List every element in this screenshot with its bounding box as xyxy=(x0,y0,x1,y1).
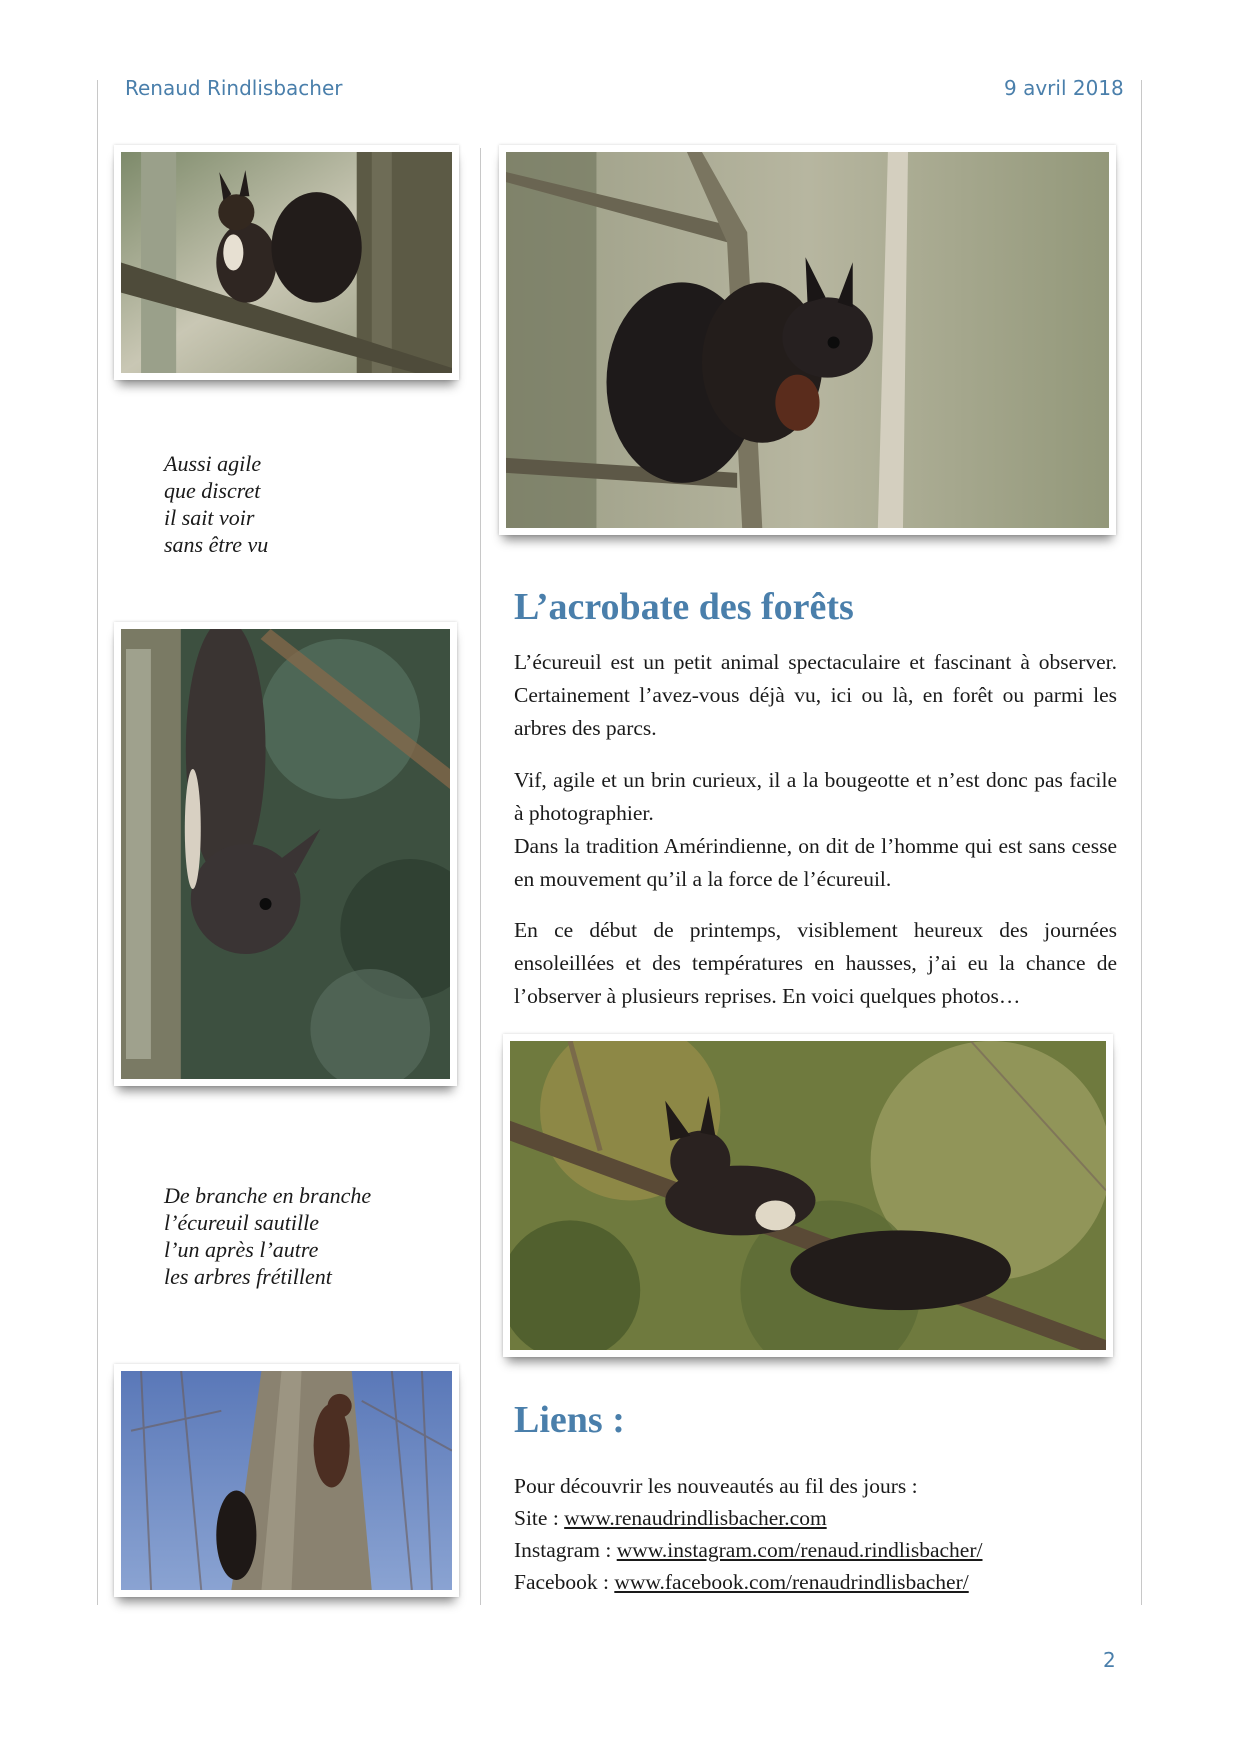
poem-first xyxy=(164,450,268,558)
site-link[interactable]: www.renaudrindlisbacher.com xyxy=(564,1506,827,1530)
poem-second xyxy=(164,1182,371,1290)
poem-line: il sait voir xyxy=(164,505,255,530)
article-title: L’acrobate des forêts xyxy=(514,586,854,628)
paragraph-text: En ce début de printemps, visiblement heureux des journées ensoleillées et des températures en hausses, j’ai eu la chance de l’observer à plusieurs reprises. En voici quelques photos… xyxy=(514,918,1117,1008)
poem-line: les arbres frétillent xyxy=(164,1264,332,1289)
photo-squirrel-eating xyxy=(499,145,1116,535)
right-margin-rule xyxy=(1141,80,1142,1605)
photo-two-squirrels xyxy=(114,1364,459,1597)
site-link-row xyxy=(514,1502,1134,1534)
instagram-link-row xyxy=(514,1534,1134,1566)
photo-squirrel-upside-down xyxy=(114,622,457,1086)
instagram-label: Instagram : xyxy=(514,1538,617,1562)
article-paragraph-3 xyxy=(514,914,1117,1013)
poem-line: Aussi agile xyxy=(164,451,262,476)
page-number: 2 xyxy=(1103,1648,1116,1672)
left-margin-rule xyxy=(97,80,98,1605)
links-title: Liens : xyxy=(514,1399,625,1441)
facebook-link[interactable]: www.facebook.com/renaudrindlisbacher/ xyxy=(614,1570,969,1594)
poem-line: que discret xyxy=(164,478,261,503)
paragraph-text: Dans la tradition Amérindienne, on dit de l’homme qui est sans cesse en mouvement qu’il a la force de l’écureuil. xyxy=(514,834,1117,891)
author-name: Renaud Rindlisbacher xyxy=(125,76,343,100)
poem-line: De branche en branche xyxy=(164,1183,372,1208)
facebook-link-row xyxy=(514,1566,1134,1598)
links-list xyxy=(514,1470,1134,1598)
article-paragraph-2 xyxy=(514,764,1117,896)
photo-squirrel-on-branch xyxy=(114,145,459,380)
links-intro: Pour découvrir les nouveautés au fil des jours : xyxy=(514,1474,918,1498)
instagram-link[interactable]: www.instagram.com/renaud.rindlisbacher/ xyxy=(616,1538,983,1562)
article-paragraph-1 xyxy=(514,646,1117,745)
poem-line: l’écureuil sautille xyxy=(164,1210,319,1235)
column-divider xyxy=(480,148,481,1605)
paragraph-text: L’écureuil est un petit animal spectaculaire et fascinant à observer. Certainement l’avez-vous déjà vu, ici ou là, en forêt ou parmi les arbres des parcs. xyxy=(514,650,1117,740)
photo-squirrel-diagonal-branch xyxy=(503,1034,1113,1357)
poem-line: sans être vu xyxy=(164,532,269,557)
page-date: 9 avril 2018 xyxy=(1004,76,1124,100)
paragraph-text: Vif, agile et un brin curieux, il a la bougeotte et n’est donc pas facile à photographier. xyxy=(514,768,1117,825)
poem-line: l’un après l’autre xyxy=(164,1237,319,1262)
facebook-label: Facebook : xyxy=(514,1570,615,1594)
site-label: Site : xyxy=(514,1506,565,1530)
